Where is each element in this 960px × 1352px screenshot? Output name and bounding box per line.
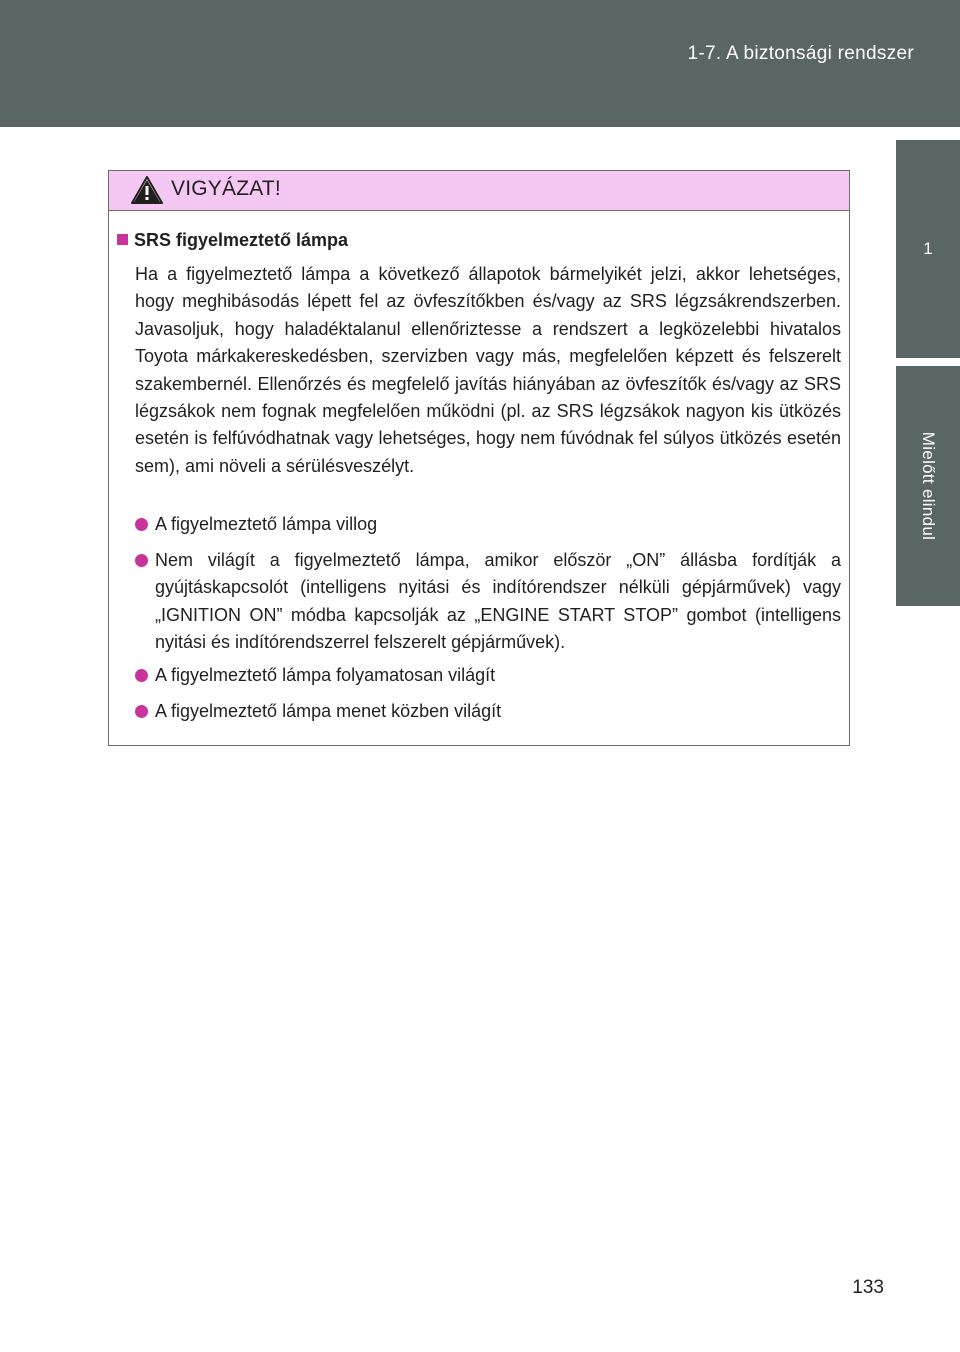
warning-title: VIGYÁZAT! [171,177,281,200]
chapter-tab-number [896,140,960,358]
page-header [0,0,960,127]
list-item-text: A figyelmeztető lámpa villog [155,514,378,534]
list-item [135,511,841,538]
square-bullet-icon [117,234,128,245]
list-item [135,547,841,657]
warning-header [109,171,849,211]
section-title: 1-7. A biztonsági rendszer [687,43,914,64]
bullet-dot-icon [135,669,148,682]
bullet-dot-icon [135,705,148,718]
section-heading [117,230,348,251]
list-item [135,662,841,689]
list-item-text: Nem világít a figyelmeztető lámpa, amikor először „ON” állásba fordítják a gyújtáskapcsolót (intelligens nyitási és indítórendszer nélküli gépjárművek) vagy „IGNITION ON” módba kapcsolják az „ENGINE START STOP” gombot (intelligens nyitási és indítórendszerrel felszerelt gépjárművek). [155,550,841,653]
chapter-label: Mielőtt elindul [919,431,938,541]
list-item-text: A figyelmeztető lámpa menet közben világít [155,701,502,721]
bullet-dot-icon [135,554,148,567]
warning-triangle-icon [131,176,163,204]
chapter-number: 1 [923,239,933,258]
section-heading-text: SRS figyelmeztető lámpa [134,230,349,250]
warning-paragraph: Ha a figyelmeztető lámpa a következő állapotok bármelyikét jelzi, akkor lehetséges, hogy meghibásodás lépett fel az övfeszítőkben és/vagy az SRS légzsákrendszerben. Javasoljuk, hogy haladéktalanul ellenőriztesse a rendszert a legközelebbi hivatalos Toyota márkakereskedésben, szervizben vagy más, megfelelően képzett és felszerelt szakembernél. Ellenőrzés és megfelelő javítás hiányában az övfeszítők és/vagy az SRS légzsákok nem fognak megfelelően működni (pl. az SRS légzsákok nagyon kis ütközés esetén is felfúvódhatnak vagy lehetséges, hogy nem fúvódnak fel súlyos ütközés esetén sem), ami növeli a sérülésveszélyt. [135,264,841,476]
bullet-dot-icon [135,518,148,531]
chapter-tab-label [896,366,960,606]
list-item-text: A figyelmeztető lámpa folyamatosan világít [155,665,496,685]
list-item [135,698,841,725]
warning-box [108,170,850,746]
page-number: 133 [852,1277,884,1298]
